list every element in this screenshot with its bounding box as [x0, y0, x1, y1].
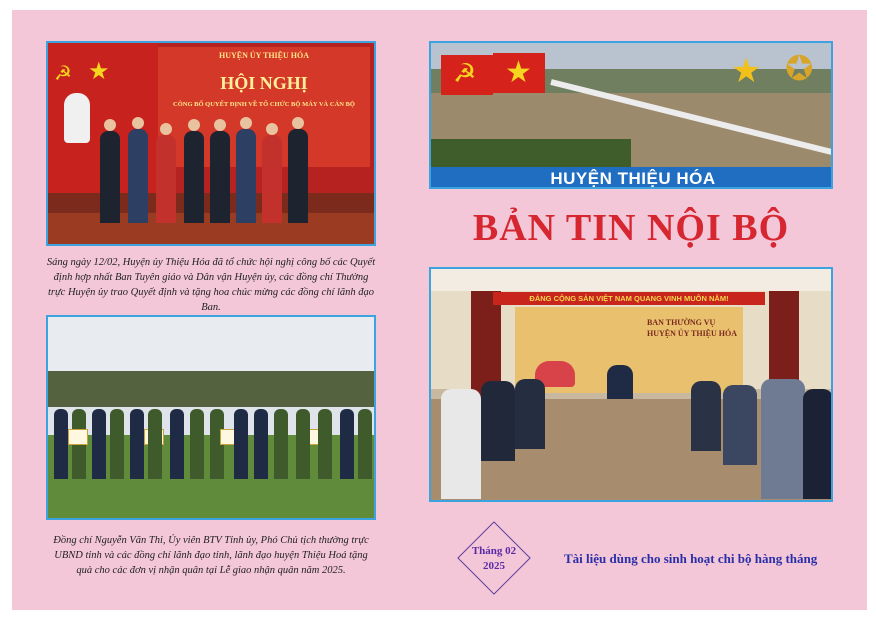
- bridge-photo: [429, 41, 833, 189]
- issue-month: Tháng 02: [471, 545, 517, 557]
- person-head: [132, 117, 144, 129]
- person-head: [292, 117, 304, 129]
- person-figure: [128, 129, 148, 223]
- person-figure: [110, 409, 124, 479]
- certificate: [68, 429, 88, 445]
- person-head: [160, 123, 172, 135]
- person-figure: [184, 131, 204, 223]
- panel-line1: BAN THƯỜNG VỤ: [647, 318, 716, 327]
- ceiling: [431, 269, 833, 291]
- person-figure: [723, 385, 757, 465]
- hammer-sickle-icon: ☭: [453, 59, 477, 88]
- person-figure: [130, 409, 144, 479]
- sky: [48, 317, 376, 377]
- issue-year: 2025: [483, 560, 505, 572]
- person-figure: [441, 389, 481, 499]
- caption-ceremony: Đồng chí Nguyễn Văn Thi, Ủy viên BTV Tỉnh ủy, Phó Chủ tịch thường trực UBND tỉnh và các đồng chí lãnh đạo tỉnh, lãnh đạo huyện Thiệu Hoá tặng quà cho các đơn vị nhận quân tại Lễ giao nhận quân năm 2025.: [53, 535, 369, 576]
- newsletter-cover: [12, 10, 867, 610]
- person-head: [240, 117, 252, 129]
- person-figure: [515, 379, 545, 449]
- banner-text: HUYỆN THIỆU HÓA: [550, 169, 716, 188]
- person-figure: [262, 135, 282, 223]
- caption-conference: Sáng ngày 12/02, Huyện ủy Thiệu Hóa đã tổ chức hội nghị công bố các Quyết định hợp nhất Ban Tuyên giáo và Dân vận Huyện ủy, các đồng chí Thường trực Huyện ủy trao Quyết định và tặng hoa chúc mừng các đồng chí lãnh đạo Ban.: [46, 257, 376, 313]
- party-flag: [441, 55, 493, 95]
- person-figure: [296, 409, 310, 479]
- person-figure: [340, 409, 354, 479]
- person-head: [266, 123, 278, 135]
- backdrop-org: HUYỆN ỦY THIỆU HÓA: [218, 51, 309, 60]
- panel-line2: HUYỆN ỦY THIỆU HÓA: [647, 329, 738, 338]
- order-medal-icon: ✪: [785, 51, 814, 88]
- slogan-banner: ĐẢNG CỘNG SẢN VIỆT NAM QUANG VINH MUÔN NĂM!: [493, 292, 765, 305]
- person-figure: [274, 409, 288, 479]
- person-figure: [190, 409, 204, 479]
- person-figure: [481, 381, 515, 461]
- hero-medal-icon: ★: [731, 53, 762, 90]
- person-figure: [761, 379, 805, 499]
- backdrop-title: HỘI NGHỊ: [220, 73, 308, 93]
- backdrop-subtitle: CÔNG BỐ QUYẾT ĐỊNH VỀ TỔ CHỨC BỘ MÁY VÀ CÁN BỘ: [173, 101, 355, 108]
- person-figure: [288, 129, 308, 223]
- district-banner: [431, 167, 833, 189]
- panel-text: [647, 317, 737, 339]
- tree-line: [48, 371, 376, 407]
- person-figure: [210, 131, 230, 223]
- person-figure: [803, 389, 833, 499]
- person-figure: [170, 409, 184, 479]
- person-figure: [691, 381, 721, 451]
- star-icon: ★: [505, 56, 532, 89]
- ceremony-photo: [46, 315, 376, 520]
- person-figure: [318, 409, 332, 479]
- bust-statue: [64, 93, 90, 143]
- newsletter-title: BẢN TIN NỘI BỘ: [472, 207, 790, 249]
- issue-diamond: [457, 521, 531, 595]
- person-head: [104, 119, 116, 131]
- person-figure: [100, 131, 120, 223]
- person-figure: [148, 409, 162, 479]
- person-figure: [156, 135, 176, 223]
- person-figure: [234, 409, 248, 479]
- river-bank: [431, 139, 631, 169]
- person-figure: [54, 409, 68, 479]
- star-icon: ★: [88, 59, 110, 85]
- person-figure: [254, 409, 268, 479]
- person-figure: [236, 129, 256, 223]
- conference-photo: [46, 41, 376, 246]
- person-head: [214, 119, 226, 131]
- usage-note: Tài liệu dùng cho sinh hoạt chi bộ hàng tháng: [564, 551, 818, 566]
- national-flag: [493, 53, 545, 93]
- hammer-sickle-icon: ☭: [54, 63, 72, 85]
- person-figure: [358, 409, 372, 479]
- person-head: [188, 119, 200, 131]
- meeting-photo: [429, 267, 833, 502]
- person-figure: [92, 409, 106, 479]
